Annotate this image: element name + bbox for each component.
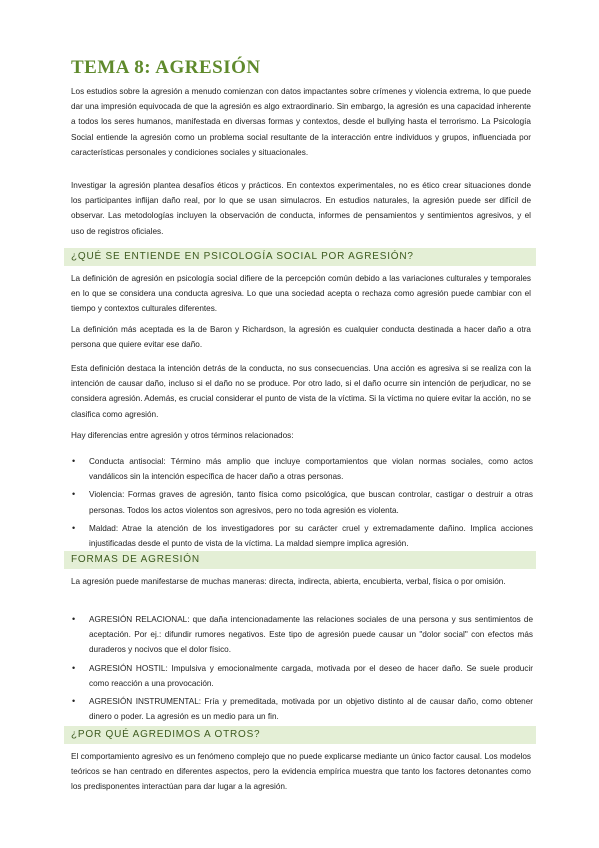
document-title: TEMA 8: AGRESIÓN <box>71 57 261 78</box>
bullet-icon: • <box>72 456 76 466</box>
section-header-definition <box>64 248 536 266</box>
bullet-icon: • <box>72 489 76 500</box>
list-item: • Conducta antisocial: Término más amplio que incluye comportamientos que violan normas sociales, como actos vandálicos sin la intención específica de hacer daño a otras personas. <box>72 456 533 482</box>
related-terms-list <box>71 454 533 554</box>
list-item: • Maldad: Atrae la atención de los investigadores por su carácter cruel y extremadamente dañino. Implica acciones injustificadas desde el punto de vista de la víctima. La maldad siempre implica agresión. <box>72 522 533 549</box>
bullet-icon: • <box>72 696 76 707</box>
list-item: • AGRESIÓN INSTRUMENTAL: Fría y premeditada, motivada por un objetivo distinto al de causar daño, como obtener dinero o poder. La agresión es un medio para un fin. <box>72 696 533 722</box>
section-heading: ¿QUÉ SE ENTIENDE EN PSICOLOGÍA SOCIAL POR AGRESIÓN? <box>71 251 414 262</box>
bullet-icon: • <box>72 662 76 673</box>
definition-paragraph-3: Esta definición destaca la intención detrás de la conducta, no sus consecuencias. Una acción es agresiva si se realiza con la intención de causar daño, incluso si el daño no se produce. Por otro lado, si el daño ocurre sin intención de perjudicar, no se considera agresión. Además, es crucial considerar el punto de vista de la víctima. Si la víctima no quiere evitar la acción, no se clasifica como agresión. <box>71 364 531 419</box>
section-header-forms <box>64 551 536 569</box>
why-paragraph: El comportamiento agresivo es un fenómeno complejo que no puede explicarse mediante un único factor causal. Los modelos teóricos se han centrado en diferentes aspectos, pero la evidencia empírica muestra que tanto los factores detonantes como los predisponentes interactúan para dar lugar a la agresión. <box>71 752 531 792</box>
definition-paragraph-1: La definición de agresión en psicología social difiere de la percepción común debido a las variaciones culturales y temporales en lo que se considera una conducta agresiva. Lo que una sociedad acepta o rechaza como agresión puede cambiar con el tiempo y contextos culturales diferentes. <box>71 274 531 314</box>
intro-paragraph-1: Los estudios sobre la agresión a menudo comienzan con datos impactantes sobre crímenes y violencia extrema, lo que puede dar una impresión equivocada de que la agresión es algo extraordinario. Sin embargo, la agresión es una capacidad inherente a todos los seres humanos, manifestada en diversas formas y contextos, desde el bullying hasta el terrorismo. La Psicología Social entiende la agresión como un problema social resultante de la interacción entre individuos y grupos, influenciada por características personales y condiciones sociales y situacionales. <box>71 87 531 157</box>
definition-paragraph-2: La definición más aceptada es la de Baron y Richardson, la agresión es cualquier conducta destinada a hacer daño a otra persona que quiere evitar ese daño. <box>71 325 531 350</box>
list-item: • AGRESIÓN HOSTIL: Impulsiva y emocionalmente cargada, motivada por el deseo de hacer daño. Se suele producir como reacción a una provocación. <box>72 662 533 688</box>
list-item: • Violencia: Formas graves de agresión, tanto física como psicológica, que buscan controlar, castigar o destruir a otras personas. Todos los actos violentos son agresivos, pero no toda agresión es violenta. <box>72 489 533 515</box>
list-item: • AGRESIÓN RELACIONAL: que daña intencionadamente las relaciones sociales de una persona y sus sentimientos de aceptación. Por ej.: difundir rumores negativos. Este tipo de agresión puede causar un "dolor social" con efectos más duraderos y nocivos que el dolor físico. <box>72 614 533 655</box>
intro-paragraph-2: Investigar la agresión plantea desafíos éticos y prácticos. En contextos experimentales, no es ético crear situaciones donde los participantes inflijan daño real, por lo que se usan simulacros. En estudios naturales, la agresión puede ser difícil de observar. Las metodologías incluyen la observación de conducta, informes de pensamientos y sentimientos agresivos, y el uso de registros oficiales. <box>71 181 531 236</box>
section-header-why <box>64 726 536 744</box>
forms-paragraph: La agresión puede manifestarse de muchas maneras: directa, indirecta, abierta, encubierta, verbal, física o por omisión. <box>71 577 506 586</box>
section-heading: ¿POR QUÉ AGREDIMOS A OTROS? <box>71 729 261 740</box>
bullet-icon: • <box>72 614 76 624</box>
aggression-forms-list <box>71 612 533 727</box>
bullet-icon: • <box>72 522 76 533</box>
definition-paragraph-4: Hay diferencias entre agresión y otros términos relacionados: <box>71 431 294 440</box>
section-heading: FORMAS DE AGRESIÓN <box>71 554 200 565</box>
